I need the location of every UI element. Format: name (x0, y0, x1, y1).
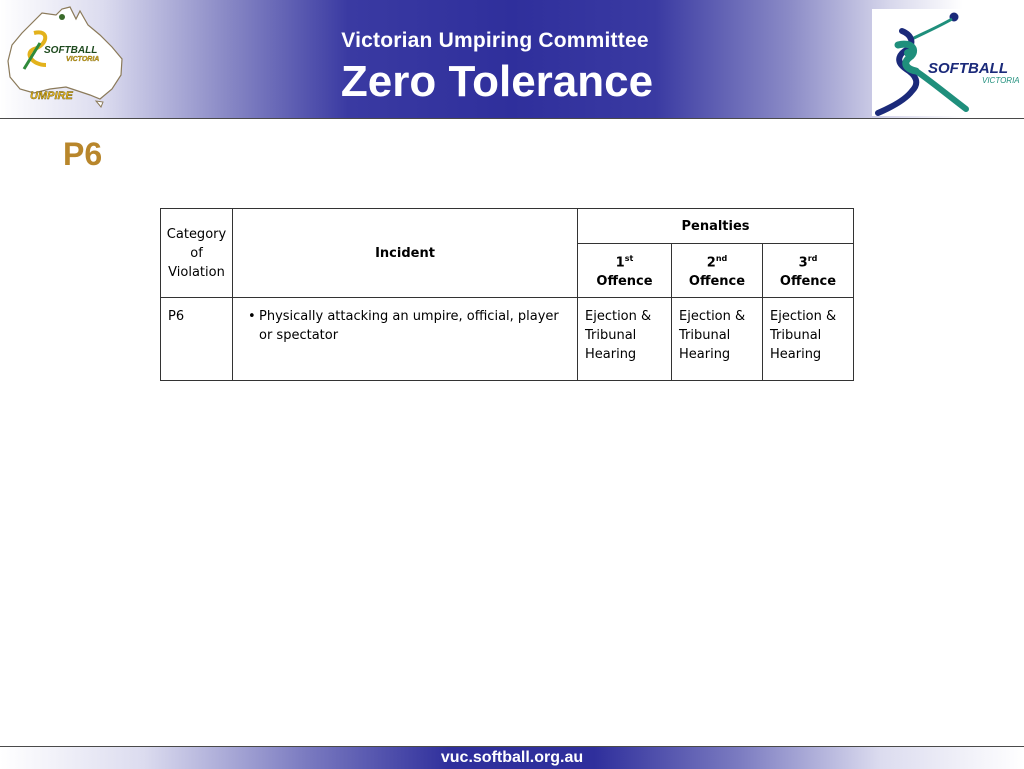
penalty-3-line-3: Hearing (770, 347, 822, 362)
bullet-icon: • (248, 309, 256, 324)
offence-3-number: 3 (798, 255, 808, 271)
category-header-line-3: Violation (168, 264, 225, 280)
penalty-2-line-3: Hearing (679, 347, 731, 362)
category-header (161, 209, 233, 298)
incident-cell (233, 298, 578, 381)
footer-bar (0, 746, 1024, 769)
category-header-line-2: of (190, 245, 203, 261)
offence-3-header (763, 244, 854, 298)
right-logo-text-bottom: VICTORIA (982, 76, 1020, 85)
penalty-3-line-2: Tribunal (770, 328, 822, 343)
footer-url[interactable]: vuc.softball.org.au (440, 749, 584, 766)
offence-2-suffix: nd (715, 254, 728, 264)
incident-header: Incident (233, 209, 578, 298)
header-banner (0, 0, 1024, 119)
penalties-header: Penalties (578, 209, 854, 244)
penalty-2-line-2: Tribunal (679, 328, 731, 343)
table-row (161, 298, 854, 381)
offence-1-suffix: st (624, 254, 634, 264)
incident-list-item (240, 307, 569, 345)
header-title: Zero Tolerance (340, 57, 654, 106)
offence-1-number: 1 (615, 255, 625, 271)
offence-2-header (672, 244, 763, 298)
penalty-2-line-1: Ejection & (679, 309, 746, 324)
offence-3-suffix: rd (807, 254, 818, 264)
offence-2-label: Offence (688, 273, 746, 289)
header-subtitle: Victorian Umpiring Committee (341, 29, 649, 52)
penalty-table (160, 208, 854, 381)
offence-3-label: Offence (779, 273, 837, 289)
offence-1-header (578, 244, 672, 298)
right-logo-text-top: SOFTBALL (928, 60, 1008, 77)
incident-text: Physically attacking an umpire, official, player or spectator (259, 309, 559, 343)
penalty-1-cell (578, 298, 672, 381)
offence-1-label: Offence (596, 273, 653, 289)
penalty-1-line-1: Ejection & (585, 309, 652, 324)
category-cell: P6 (161, 298, 233, 381)
penalty-3-cell (763, 298, 854, 381)
left-logo-text-bottom: VICTORIA (66, 56, 100, 63)
offence-2-number: 2 (706, 255, 716, 271)
left-logo-text-top: SOFTBALL (44, 45, 98, 56)
softball-victoria-logo (872, 9, 1024, 116)
left-logo-label: UMPIRE (30, 90, 73, 102)
category-header-line-1: Category (166, 226, 227, 242)
page-code: P6 (63, 136, 103, 172)
penalty-2-cell (672, 298, 763, 381)
table-header-row (161, 209, 854, 244)
penalty-3-line-1: Ejection & (770, 309, 837, 324)
penalty-1-line-2: Tribunal (585, 328, 637, 343)
penalty-1-line-3: Hearing (585, 347, 637, 362)
